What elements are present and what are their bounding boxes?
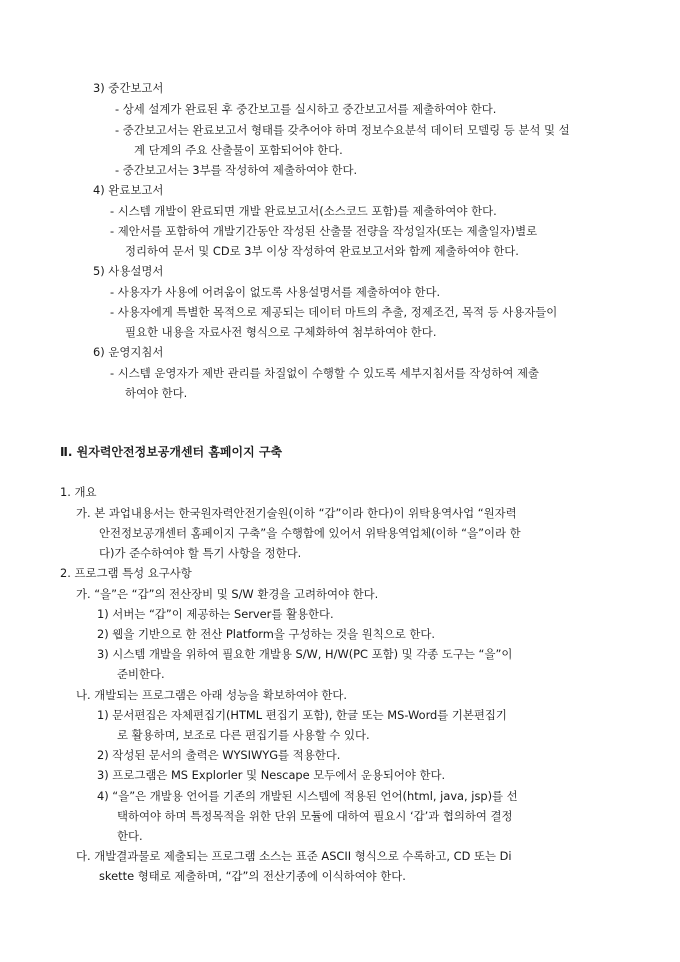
overview-line: 안전정보공개센터 홈페이지 구축”을 수행함에 있어서 위탁용역업체(이하 “을”이라 한 [99, 526, 521, 540]
overview-line: 다)가 준수하여야 할 특기 사항을 정한다. [99, 546, 302, 560]
requirement-item-cont: 한다. [117, 829, 143, 843]
section-heading: Ⅱ. 원자력안전정보공개센터 홈페이지 구축 [60, 445, 283, 459]
requirement-item: 1) 서버는 “갑”이 제공하는 Server를 활용한다. [97, 607, 334, 621]
bullet-line: - 중간보고서는 3부를 작성하여 제출하여야 한다. [115, 163, 358, 177]
requirement-item: 2) 웹을 기반으로 한 전산 Platform을 구성하는 것을 원칙으로 한다. [97, 627, 436, 641]
requirement-item: 4) “을”은 개발용 언어를 기존의 개발된 시스템에 적용된 언어(html, java, jsp)를 선 [97, 789, 518, 803]
requirements-label: 2. 프로그램 특성 요구사항 [60, 566, 192, 580]
item-label: 5) 사용설명서 [93, 264, 164, 278]
item-label: 6) 운영지침서 [93, 345, 164, 359]
bullet-line-cont: 정리하여 문서 및 CD로 3부 이상 작성하여 완료보고서와 함께 제출하여야 한다. [125, 244, 519, 258]
bullet-line: - 사용자에게 특별한 목적으로 제공되는 데이터 마트의 추출, 정제조건, 목적 등 사용자들이 [110, 305, 558, 319]
bullet-line: - 상세 설계가 완료된 후 중간보고를 실시하고 중간보고서를 제출하여야 한다. [115, 102, 497, 116]
item-label: 4) 완료보고서 [93, 183, 164, 197]
requirement-ga: 가. “을”은 “갑”의 전산장비 및 S/W 환경을 고려하여야 한다. [76, 587, 379, 601]
requirement-na: 나. 개발되는 프로그램은 아래 성능을 확보하여야 한다. [76, 688, 348, 702]
bullet-line-cont: 계 단계의 주요 산출물이 포함되어야 한다. [134, 143, 343, 157]
requirement-item: 3) 프로그램은 MS Explorler 및 Nescape 모두에서 운용되어야 한다. [97, 768, 446, 782]
bullet-line: - 시스템 운영자가 제반 관리를 차질없이 수행할 수 있도록 세부지침서를 작성하여 제출 [110, 366, 540, 380]
requirement-item-cont: 로 활용하며, 보조로 다른 편집기를 사용할 수 있다. [117, 728, 370, 742]
requirement-item: 1) 문서편집은 자체편집기(HTML 편집기 포함), 한글 또는 MS-Word를 기본편집기 [97, 708, 507, 722]
requirement-da: 다. 개발결과물로 제출되는 프로그램 소스는 표준 ASCII 형식으로 수록하고, CD 또는 Di [76, 849, 512, 863]
requirement-item-cont: 준비한다. [117, 667, 165, 681]
bullet-line-cont: 필요한 내용을 자료사전 형식으로 구체화하여 첨부하여야 한다. [125, 325, 437, 339]
bullet-line: - 제안서를 포함하여 개발기간동안 작성된 산출물 전량을 작성일자(또는 제출일자)별로 [110, 224, 538, 238]
requirement-item: 2) 작성된 문서의 출력은 WYSIWYG를 적용한다. [97, 748, 341, 762]
item-label: 3) 중간보고서 [93, 81, 164, 95]
overview-label: 1. 개요 [60, 485, 97, 499]
requirement-da-cont: skette 형태로 제출하며, “갑”의 전산기종에 이식하여야 한다. [99, 869, 406, 883]
bullet-line: - 사용자가 사용에 어려움이 없도록 사용설명서를 제출하여야 한다. [110, 285, 441, 299]
overview-line: 가. 본 과업내용서는 한국원자력안전기술원(이하 “갑”이라 한다)이 위탁용역사업 “원자력 [76, 506, 517, 520]
requirement-item-cont: 택하여야 하며 특정목적을 위한 단위 모듈에 대하여 필요시 ‘갑’과 협의하여 결정 [117, 809, 513, 823]
requirement-item: 3) 시스템 개발을 위하여 필요한 개발용 S/W, H/W(PC 포함) 및 각종 도구는 “을”이 [97, 647, 513, 661]
bullet-line: - 중간보고서는 완료보고서 형태를 갖추어야 하며 정보수요분석 데이터 모델링 등 분석 및 설 [115, 123, 570, 137]
bullet-line: - 시스템 개발이 완료되면 개발 완료보고서(소스코드 포함)를 제출하여야 한다. [110, 204, 497, 218]
bullet-line-cont: 하여야 한다. [125, 386, 188, 400]
